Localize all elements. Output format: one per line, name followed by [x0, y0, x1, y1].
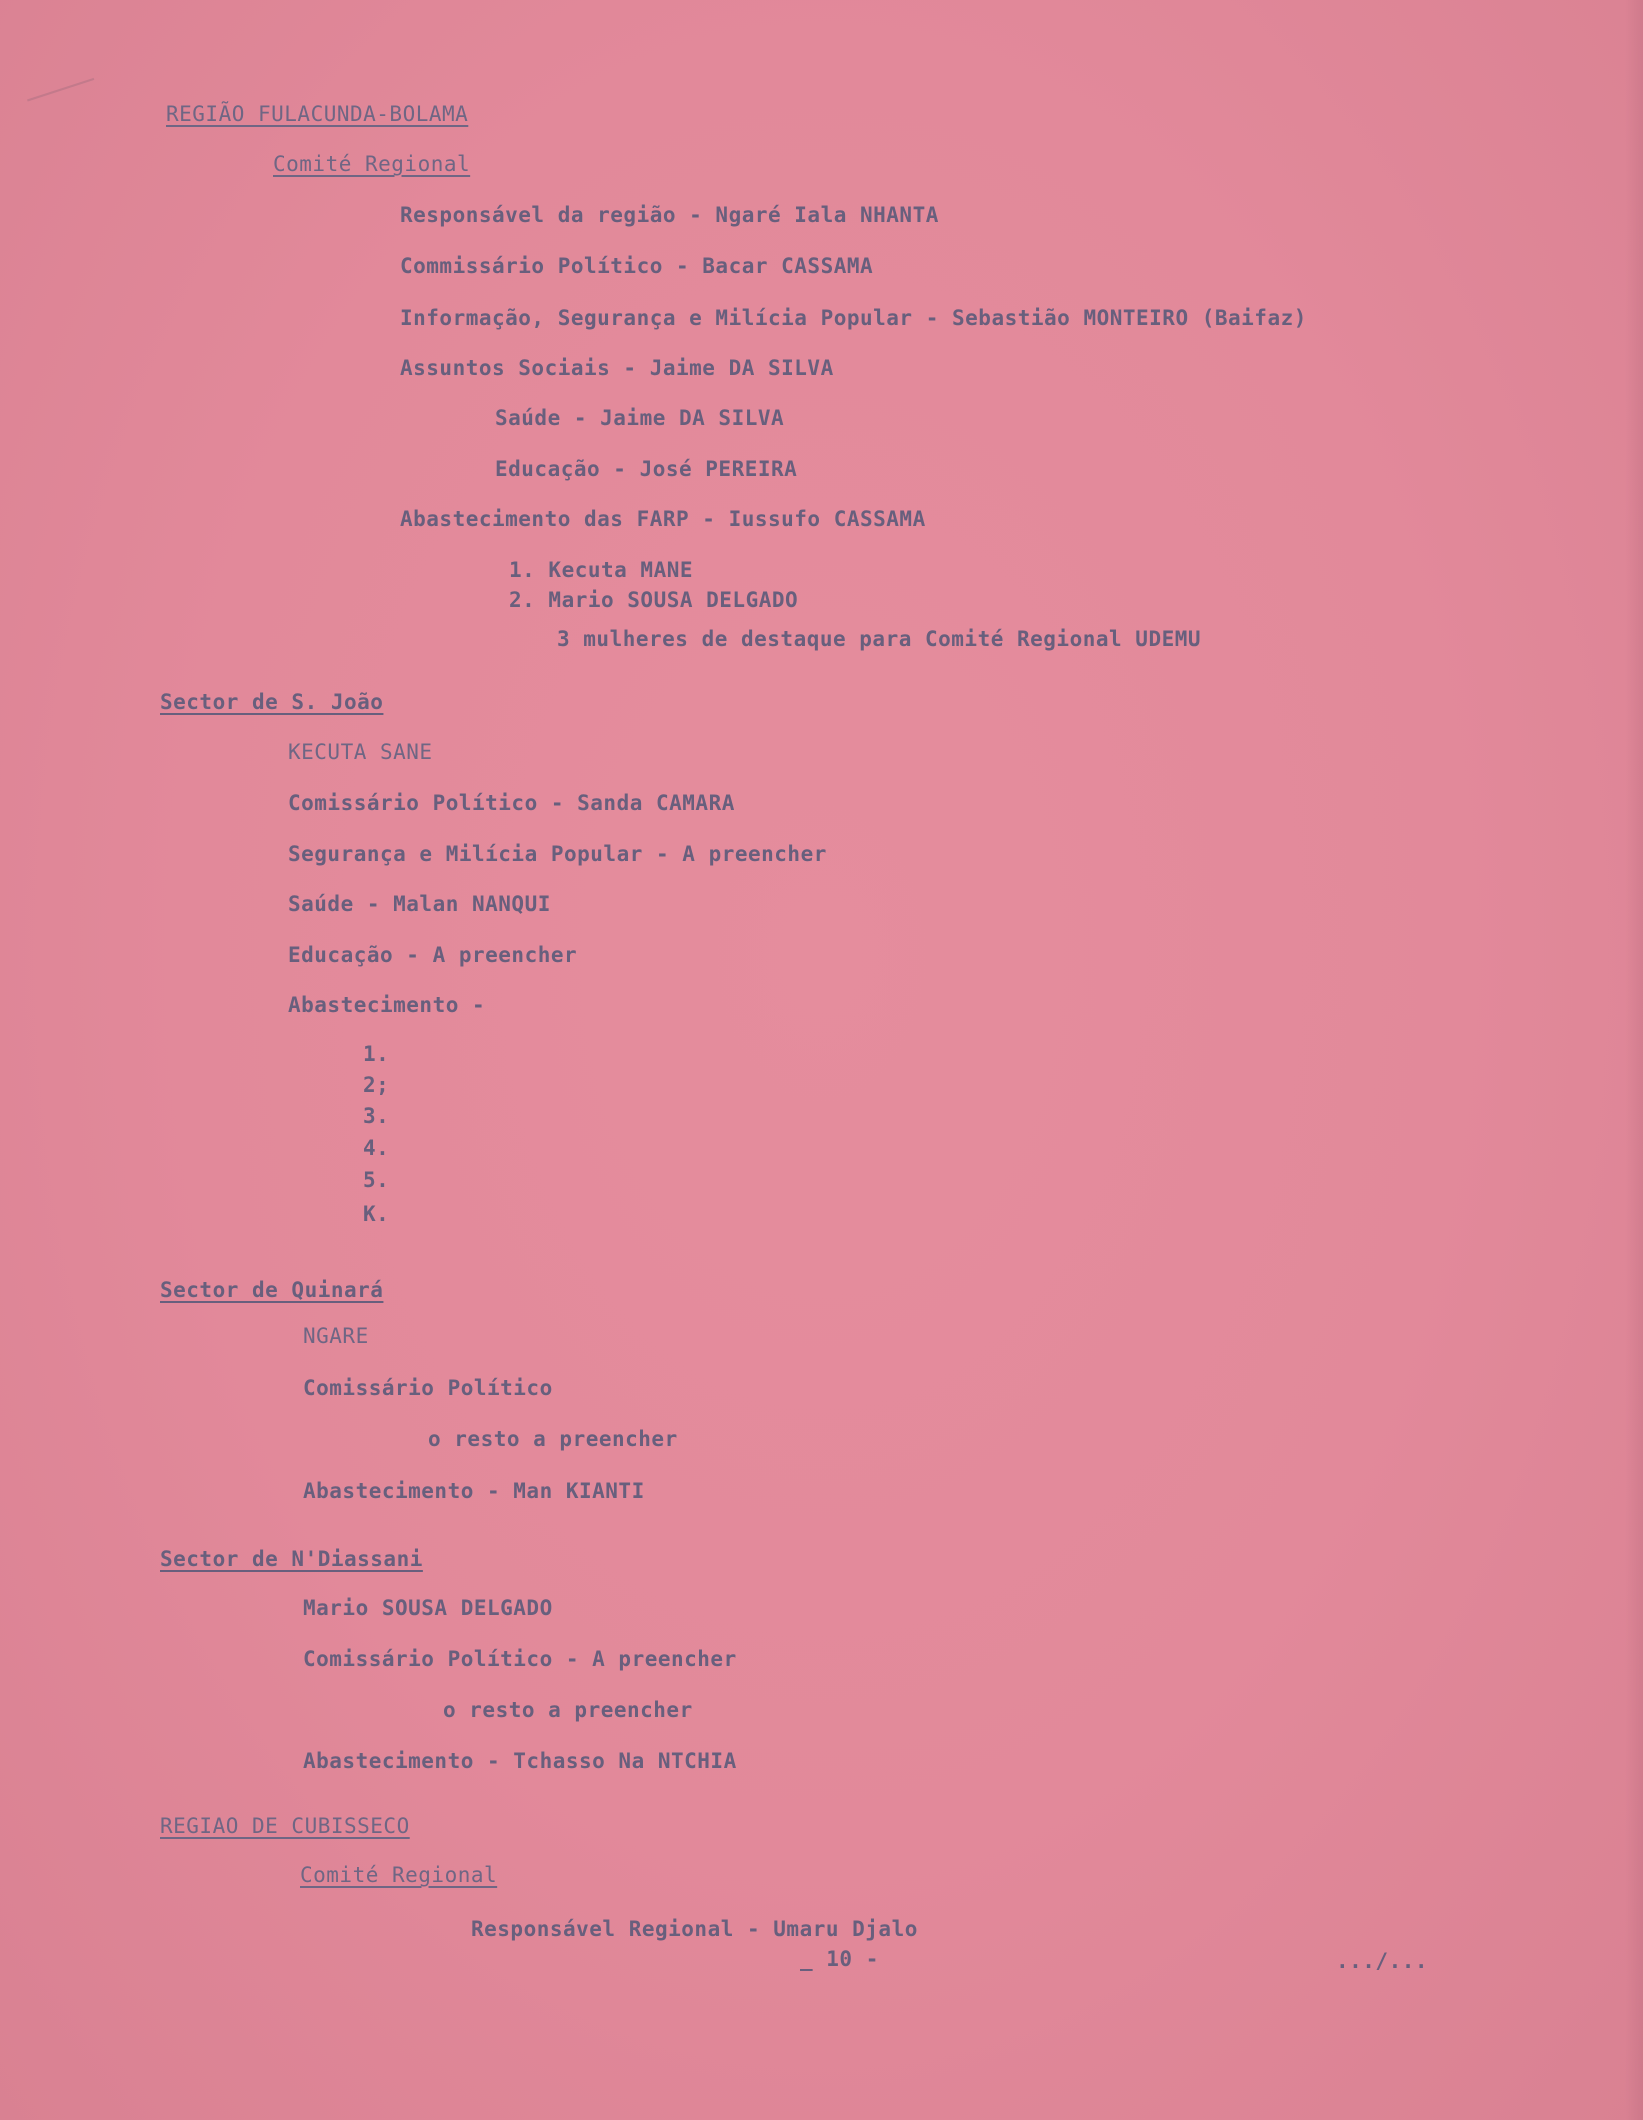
list-item: 3. — [363, 1104, 390, 1128]
list-item: 4. — [363, 1136, 390, 1160]
page-number: _ 10 - — [800, 1947, 879, 1971]
comite-regional-heading: Comité Regional — [273, 152, 471, 176]
assuntos-sociais: Assuntos Sociais - Jaime DA SILVA — [400, 356, 834, 380]
sector-sao-joao-heading: Sector de S. João — [160, 690, 384, 714]
seguranca-milicia: Segurança e Milícia Popular - A preencher — [288, 842, 827, 866]
sector-lead: NGARE — [303, 1324, 369, 1348]
abastecimento-farp: Abastecimento das FARP - Iussufo CASSAMA — [400, 507, 926, 531]
list-item: 1. Kecuta MANE — [509, 558, 694, 582]
list-item: 5. — [363, 1168, 390, 1192]
informacao-seguranca: Informação, Segurança e Milícia Popular - Sebastião MONTEIRO (Baifaz) — [400, 306, 1307, 330]
region-cubisseco-heading: REGIAO DE CUBISSECO — [160, 1814, 410, 1838]
educacao: Educação - A preencher — [288, 943, 578, 967]
comite-regional-heading: Comité Regional — [300, 1863, 498, 1887]
comissario-politico: Comissário Político - A preencher — [303, 1647, 737, 1671]
sector-ndiassani-heading: Sector de N'Diassani — [160, 1547, 423, 1571]
responsavel-regional: Responsável Regional - Umaru Djalo — [471, 1917, 918, 1941]
comissario-politico: Comissário Político — [303, 1376, 553, 1400]
sector-lead: Mario SOUSA DELGADO — [303, 1596, 553, 1620]
list-item: 2; — [363, 1073, 390, 1097]
list-item: K. — [363, 1202, 390, 1226]
educacao: Educação - José PEREIRA — [495, 457, 798, 481]
list-item: 2. Mario SOUSA DELGADO — [509, 588, 799, 612]
resto-a-preencher: o resto a preencher — [443, 1698, 693, 1722]
page-edge-shadow — [1625, 0, 1643, 2120]
saude: Saúde - Malan NANQUI — [288, 892, 551, 916]
paper-crease — [27, 78, 103, 128]
sector-lead: KECUTA SANE — [288, 740, 433, 764]
saude: Saúde - Jaime DA SILVA — [495, 406, 785, 430]
comissario-politico: Commissário Político - Bacar CASSAMA — [400, 254, 874, 278]
sector-quinara-heading: Sector de Quinará — [160, 1278, 384, 1302]
comissario-politico: Comissário Político - Sanda CAMARA — [288, 791, 735, 815]
abastecimento: Abastecimento - — [288, 993, 486, 1017]
abastecimento: Abastecimento - Tchasso Na NTCHIA — [303, 1749, 737, 1773]
resto-a-preencher: o resto a preencher — [428, 1427, 678, 1451]
continuation-mark: .../... — [1336, 1949, 1429, 1973]
abastecimento: Abastecimento - Man KIANTI — [303, 1479, 645, 1503]
responsavel-regiao: Responsável da região - Ngaré Iala NHANTA — [400, 203, 939, 227]
list-item: 3 mulheres de destaque para Comité Regional UDEMU — [557, 627, 1202, 651]
region-title: REGIÃO FULACUNDA-BOLAMA — [166, 102, 469, 126]
list-item: 1. — [363, 1042, 390, 1066]
